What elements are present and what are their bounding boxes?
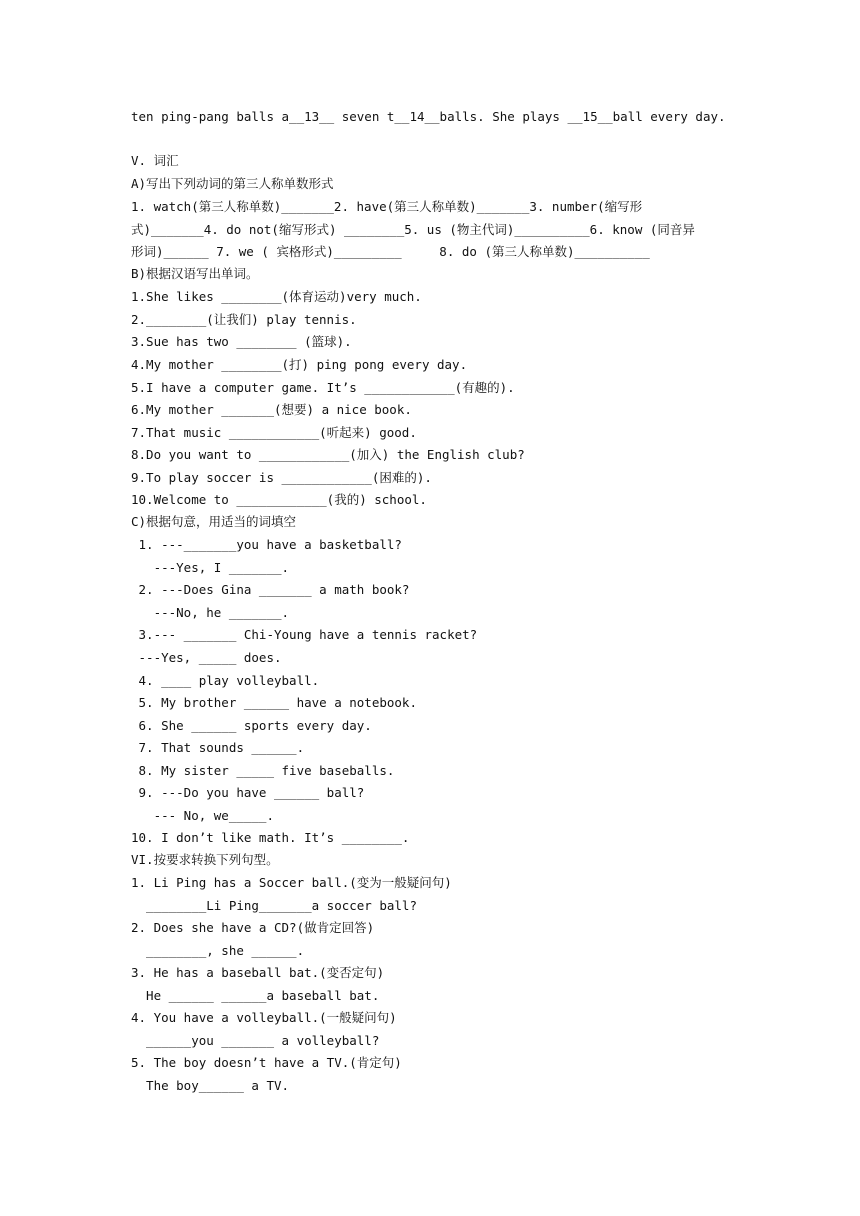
part-b-item: 9.To play soccer is ____________(困难的). — [131, 470, 432, 485]
part-a-line-3: 形词)______ 7. we ( 宾格形式)_________ 8. do (第三人称单数)__________ — [131, 244, 650, 259]
part-c-heading: C)根据句意，用适当的词填空 — [131, 514, 297, 529]
part-c-item: 8. My sister _____ five baseballs. — [131, 763, 395, 778]
part-c-item: 9. ---Do you have ______ ball? — [131, 785, 365, 800]
part-c-item: 6. She ______ sports every day. — [131, 718, 372, 733]
part-b-item: 1.She likes ________(体育运动)very much. — [131, 289, 422, 304]
part-b-item: 6.My mother _______(想要) a nice book. — [131, 402, 412, 417]
part-b-item: 2.________(让我们) play tennis. — [131, 312, 357, 327]
section-vi-item: 3. He has a baseball bat.(变否定句) — [131, 965, 385, 980]
part-c-item: 3.--- _______ Chi-Young have a tennis racket? — [131, 627, 478, 642]
part-b-item: 5.I have a computer game. It’s ____________(有趣的). — [131, 380, 515, 395]
part-c-item: 5. My brother ______ have a notebook. — [131, 695, 417, 710]
section-vi-answer: He ______ ______a baseball bat. — [131, 988, 380, 1003]
part-c-item: ---Yes, _____ does. — [131, 650, 282, 665]
part-c-item: ---Yes, I _______. — [131, 560, 290, 575]
part-b-heading: B)根据汉语写出单词。 — [131, 266, 259, 281]
part-b-item: 7.That music ____________(听起来) good. — [131, 425, 417, 440]
section-vi-answer: The boy______ a TV. — [131, 1078, 290, 1093]
part-a-line-2: 式)_______4. do not(缩写形式) ________5. us (物主代词)__________6. know (同音异 — [131, 222, 695, 237]
part-c-item: 1. ---_______you have a basketball? — [131, 537, 402, 552]
part-c-item: 2. ---Does Gina _______ a math book? — [131, 582, 410, 597]
part-b-item: 4.My mother ________(打) ping pong every day. — [131, 357, 468, 372]
section-vi-answer: ________Li Ping_______a soccer ball? — [131, 898, 417, 913]
part-c-item: ---No, he _______. — [131, 605, 290, 620]
part-c-item: 7. That sounds ______. — [131, 740, 305, 755]
section-vi-item: 4. You have a volleyball.(一般疑问句) — [131, 1010, 397, 1025]
passage-line: ten ping-pang balls a__13__ seven t__14__balls. She plays __15__ball every day. — [131, 109, 726, 124]
part-b-item: 8.Do you want to ____________(加入) the English club? — [131, 447, 525, 462]
part-c-item: 4. ____ play volleyball. — [131, 673, 320, 688]
section-vi-answer: ______you _______ a volleyball? — [131, 1033, 380, 1048]
part-a-line-1: 1. watch(第三人称单数)_______2. have(第三人称单数)_______3. number(缩写形 — [131, 199, 643, 214]
section-v-heading: V. 词汇 — [131, 153, 179, 168]
part-c-item: --- No, we_____. — [131, 808, 274, 823]
section-vi-heading: VI.按要求转换下列句型。 — [131, 852, 279, 867]
section-vi-item: 2. Does she have a CD?(做肯定回答) — [131, 920, 375, 935]
section-vi-item: 1. Li Ping has a Soccer ball.(变为一般疑问句) — [131, 875, 452, 890]
part-a-heading: A)写出下列动词的第三人称单数形式 — [131, 176, 334, 191]
section-vi-item: 5. The boy doesn’t have a TV.(肯定句) — [131, 1055, 402, 1070]
part-b-item: 3.Sue has two ________ (篮球). — [131, 334, 352, 349]
section-vi-answer: ________, she ______. — [131, 943, 305, 958]
part-b-item: 10.Welcome to ____________(我的) school. — [131, 492, 427, 507]
part-c-item: 10. I don’t like math. It’s ________. — [131, 830, 410, 845]
